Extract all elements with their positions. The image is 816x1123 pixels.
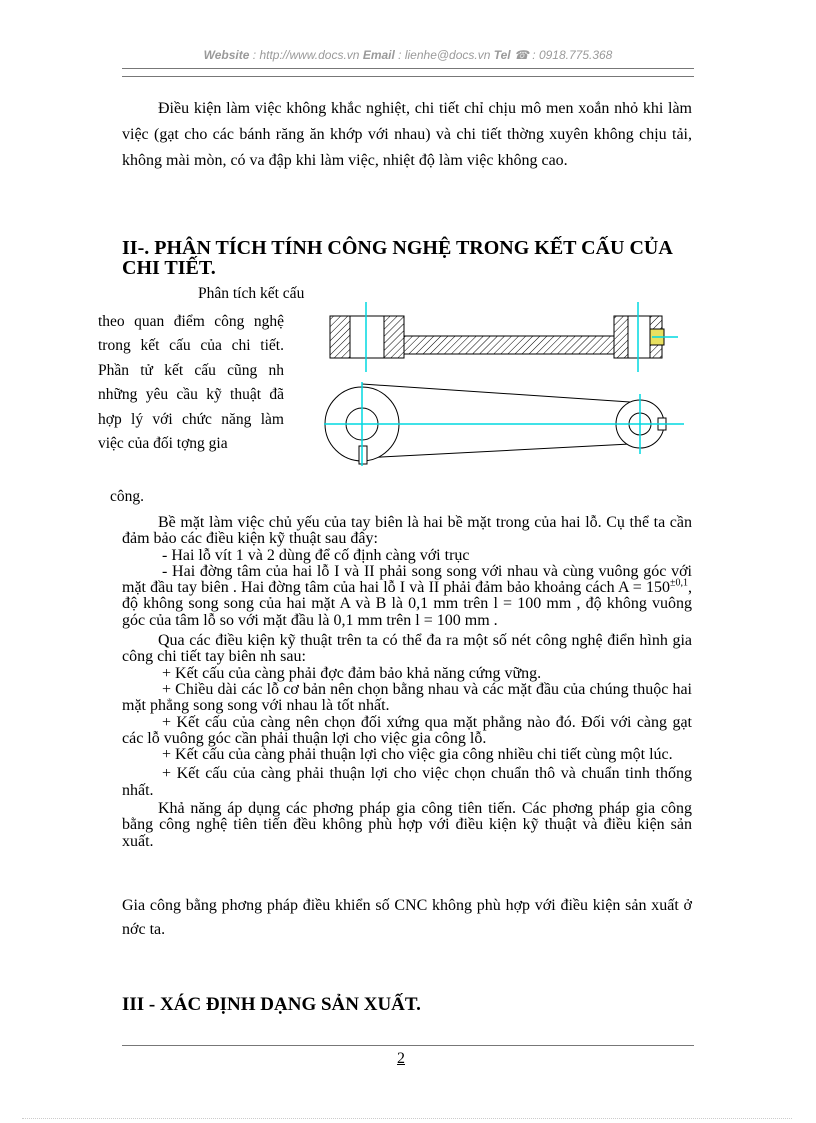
email-value: : lienhe@docs.vn: [394, 48, 494, 62]
technology-item-3: + Kết cấu của càng nên chọn đối xứng qua mặt phẳng nào đó. Đối với càng gạt các lỗ vuông góc cần phải thuận lợi cho việc gia công lỗ.: [122, 713, 692, 747]
footer-rule: [122, 1045, 694, 1046]
section-3-heading: III - XÁC ĐỊNH DẠNG SẢN XUẤT.: [122, 994, 421, 1015]
requirement-item-2-text: - Hai đờng tâm của hai lỗ I và II phải song song với nhau và cùng vuông góc với mặt đầu tay biên . Hai đờng tâm của hai lỗ I và II phải đảm bảo khoảng cách A = 150: [122, 562, 692, 597]
technology-item-4: + Kết cấu của càng phải thuận lợi cho việc gia công nhiều chi tiết cùng một lúc.: [162, 746, 673, 764]
tel-value: ☎ : 0918.775.368: [510, 48, 613, 62]
paragraph-cnc: Gia công bằng phơng pháp điều khiển số CNC không phù hợp với điều kiện sản xuất ở nớc ta.: [122, 897, 692, 938]
technology-item-1: + Kết cấu của càng phải đợc đảm bảo khả năng cứng vững.: [162, 664, 542, 682]
section-view: [330, 302, 678, 372]
page-number: 2: [397, 1050, 405, 1067]
intro-paragraph: Điều kiện làm việc không khắc nghiệt, chi tiết chỉ chịu mô men xoắn nhỏ khi làm việc (gạt cho các bánh răng ăn khớp với nhau) và chi tiết thờng xuyên không chịu tải, không mài mòn, có va đập khi làm việc, nhiệt độ làm việc không cao.: [122, 100, 692, 169]
side-text-last: công.: [110, 488, 145, 505]
paragraph-main-surface: Bề mặt làm việc chủ yếu của tay biên là hai bề mặt trong của hai lỗ. Cụ thể ta cần đảm bảo các điều kiện kỹ thuật sau đây:: [122, 514, 692, 548]
side-text: theo quan điểm công nghệ trong kết cấu của chi tiết. Phần tử kết cấu cũng nh những yêu cầu kỹ thuật đã hợp lý với chức năng làm việc của đối tợng gia: [98, 313, 284, 453]
side-text-first: Phân tích kết cấu: [198, 285, 305, 302]
requirement-item-1: - Hai lỗ vít 1 và 2 dùng để cố định càng với trục: [162, 546, 470, 564]
tel-label: Tel: [493, 48, 511, 62]
website-label: Website: [203, 48, 250, 62]
website-value: : http://www.docs.vn: [249, 48, 363, 62]
plan-view: [324, 382, 684, 466]
page-header: [122, 48, 694, 62]
technology-item-5: + Kết cấu của càng phải thuận lợi cho việc chọn chuẩn thô và chuẩn tinh thống nhất.: [122, 765, 692, 799]
requirement-item-2: [122, 564, 692, 629]
paragraph-advanced-methods: Khả năng áp dụng các phơng pháp gia công tiên tiến. Các phơng pháp gia công bằng công nghệ tiên tiến đều không phù hợp với điều kiện kỹ thuật và điều kiện sản xuất.: [122, 800, 692, 850]
tolerance-superscript: ±0,1: [670, 577, 688, 589]
header-rule-bottom: [122, 76, 694, 77]
technology-item-2: + Chiều dài các lỗ cơ bản nên chọn bằng nhau và các mặt đầu của chúng thuộc hai mặt phẳng song song với nhau là tốt nhất.: [122, 680, 692, 715]
section-2-heading: II-. PHÂN TÍCH TÍNH CÔNG NGHỆ TRONG KẾT CẤU CỦA CHI TIẾT.: [122, 237, 672, 279]
page-bottom-border: [22, 1118, 792, 1119]
header-rule-top: [122, 68, 694, 69]
requirements-block: [122, 515, 692, 850]
paragraph-technology: Qua các điều kiện kỹ thuật trên ta có thể đa ra một số nét công nghệ điển hình gia công chi tiết tay biên nh sau:: [122, 632, 692, 666]
part-drawing: [316, 298, 686, 470]
requirement-item-2-tail: , độ không song song của hai mặt A và B là 0,1 mm trên l = 100 mm , độ không vuông góc của tâm lỗ so với mặt đầu là 0,1 mm trên l = 100 mm .: [122, 579, 692, 629]
email-label: Email: [362, 48, 395, 62]
